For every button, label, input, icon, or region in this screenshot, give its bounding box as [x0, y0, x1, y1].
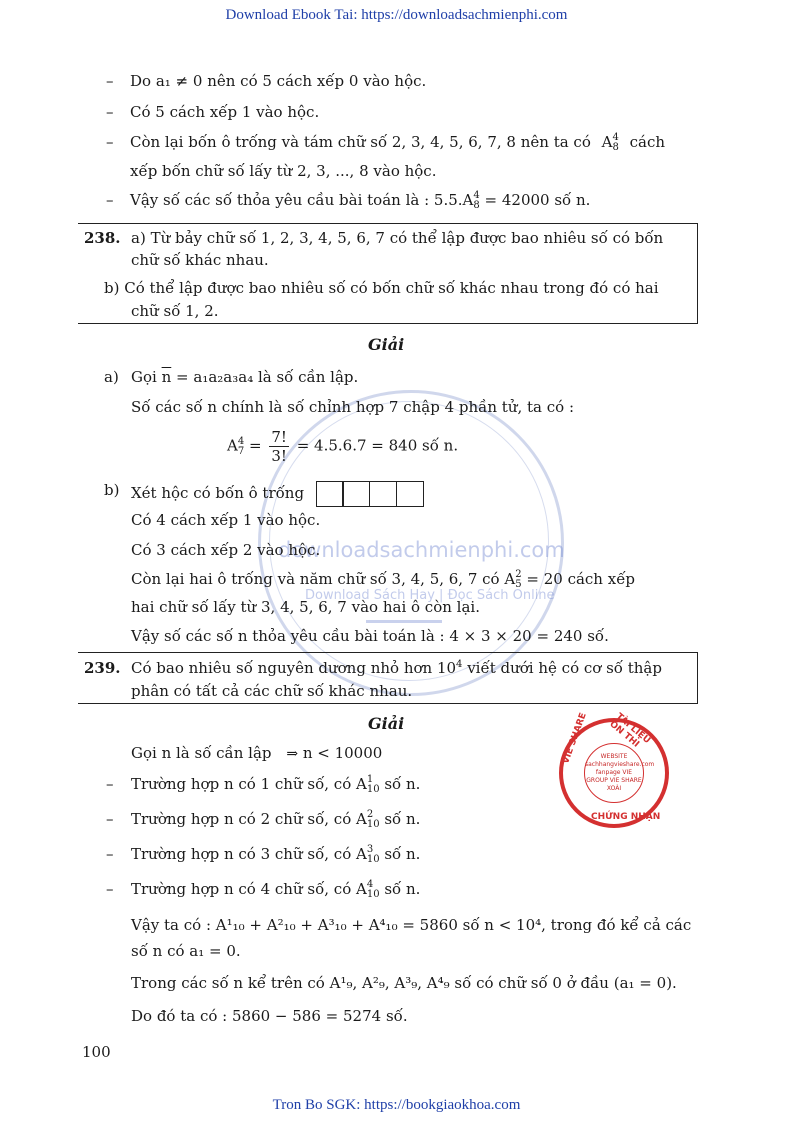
bullet-dash: – [106, 103, 114, 121]
footer-link[interactable]: Tron Bo SGK: https://bookgiaokhoa.com [272, 1097, 521, 1113]
solution-238-b-label: b) [104, 481, 120, 499]
solution-238-b-line5: hai chữ số lấy từ 3, 4, 5, 6, 7 vào hai ô còn lại. [131, 598, 480, 616]
header-link[interactable]: Download Ebook Tai: https://downloadsachmienphi.com [225, 7, 568, 23]
problem-238-number: 238. [84, 229, 121, 247]
intro-line-2: Có 5 cách xếp 1 vào hộc. [130, 103, 320, 121]
problem-238-a-line2: chữ số khác nhau. [131, 251, 269, 269]
case-3: Trường hợp n có 3 chữ số, có A 3 10 số n. [131, 844, 421, 865]
case-4: Trường hợp n có 4 chữ số, có A 4 10 số n. [131, 879, 421, 900]
problem-238-a-line1: a) Từ bảy chữ số 1, 2, 3, 4, 5, 6, 7 có thể lập được bao nhiêu số có bốn [131, 229, 664, 247]
problem-239-number: 239. [84, 659, 121, 677]
bullet-dash: – [106, 133, 114, 151]
stamp-seal: WEBSITE sachhangvieshare.com fanpage VIE GROUP VIE SHARE XOÀI VIE SHARE TÀI LIỆU ÔN THI CHỨNG NHẬN [559, 718, 669, 828]
problem-239-line2: phân có tất cả các chữ số khác nhau. [131, 682, 413, 700]
solution-239-heading: Giải [368, 714, 405, 733]
bullet-dash: – [106, 775, 114, 793]
solution-238-b-line3: Có 3 cách xếp 2 vào hộc. [131, 541, 321, 559]
problem-238-b-line1: b) Có thể lập được bao nhiêu số có bốn chữ số khác nhau trong đó có hai [104, 279, 659, 297]
trong-line: Trong các số n kể trên có A¹₉, A²₉, A³₉, A⁴₉ số có chữ số 0 ở đầu (a₁ = 0). [131, 974, 677, 992]
solution-238-b-line4: Còn lại hai ô trống và năm chữ số 3, 4, 5, 6, 7 có A 2 5 = 20 cách xếp [131, 569, 636, 590]
bullet-dash: – [106, 72, 114, 90]
sum-line-1: Vậy ta có : A¹₁₀ + A²₁₀ + A³₁₀ + A⁴₁₀ = 5860 số n < 10⁴, trong đó kể cả các [131, 916, 692, 934]
case-1: Trường hợp n có 1 chữ số, có A 1 10 số n. [131, 774, 421, 795]
watermark-bar [366, 620, 442, 623]
solution-238-b-line1: Xét hộc có bốn ô trống [131, 481, 424, 507]
solution-238-b-line2: Có 4 cách xếp 1 vào hộc. [131, 511, 321, 529]
solution-239-line1: Gọi n là số cần lập ⇒ n < 10000 [131, 744, 383, 762]
intro-line-1: Do a₁ ≠ 0 nên có 5 cách xếp 0 vào hộc. [130, 72, 427, 90]
solution-238-heading: Giải [368, 335, 405, 354]
bullet-dash: – [106, 191, 114, 209]
solution-238-a-line2: Số các số n chính là số chỉnh hợp 7 chập 4 phần tử, ta có : [131, 398, 575, 416]
problem-239-line1: Có bao nhiêu số nguyên dương nhỏ hơn $10^4$ viết dưới hệ có cơ số thập [131, 659, 662, 677]
watermark-subtitle: Download Sách Hay | Đọc Sách Online [305, 588, 555, 603]
intro-line-5: Vậy số các số thỏa yêu cầu bài toán là : 5.5.A 4 8 = 42000 số n. [130, 190, 591, 211]
four-cell-box [317, 481, 424, 507]
intro-line-3: Còn lại bốn ô trống và tám chữ số 2, 3, 4, 5, 6, 7, 8 nên ta có A 4 8 cách [130, 132, 666, 153]
sum-line-2: số n có a₁ = 0. [131, 942, 241, 960]
solution-238-a-label: a) [104, 368, 119, 386]
case-2: Trường hợp n có 2 chữ số, có A 2 10 số n. [131, 809, 421, 830]
watermark-title: downloadsachmienphi.com [278, 538, 565, 562]
page-number: 100 [82, 1043, 111, 1061]
intro-line-4: xếp bốn chữ số lấy từ 2, 3, ..., 8 vào hộc. [130, 162, 437, 180]
bullet-dash: – [106, 880, 114, 898]
formula-a74: A 4 7 = $\frac{7!}{3!}$ = 4.5.6.7 = 840 số n. [227, 428, 459, 465]
bullet-dash: – [106, 845, 114, 863]
bullet-dash: – [106, 810, 114, 828]
problem-238-b-line2: chữ số 1, 2. [131, 302, 219, 320]
solution-238-a-line1: Gọi $\overline{n} = a_1a_2a_3a_4$ là số cần lập. [131, 368, 359, 386]
solution-238-b-line6: Vậy số các số n thỏa yêu cầu bài toán là : 4 × 3 × 20 = 240 số. [131, 627, 609, 645]
final-line: Do đó ta có : 5860 − 586 = 5274 số. [131, 1007, 408, 1025]
